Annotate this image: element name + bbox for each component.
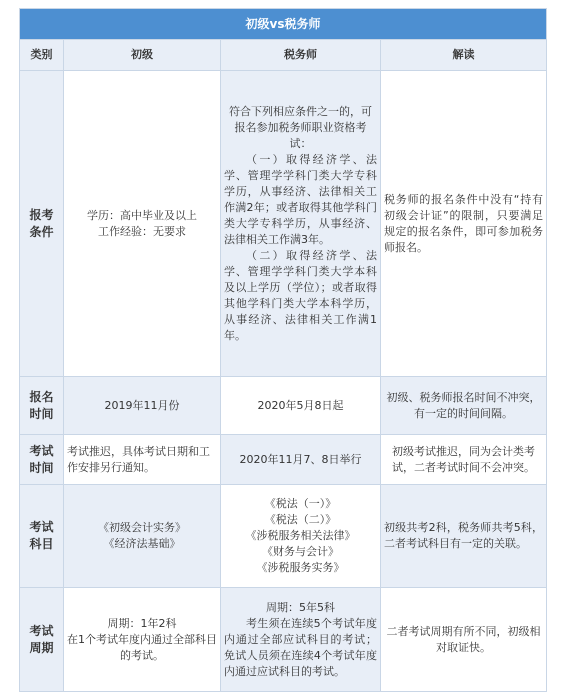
cell-shuiwu: 2020年5月8日起 [221, 377, 381, 435]
cell-chuji: 周期：1年2科 在1个考试年度内通过全部科目的考试。 [64, 588, 221, 692]
header-chuji: 初级 [64, 40, 221, 71]
table-row [20, 485, 547, 588]
row-category: 考试 时间 [20, 435, 64, 485]
cell-chuji: 考试推迟，具体考试日期和工作安排另行通知。 [64, 435, 221, 485]
header-jiedu: 解读 [381, 40, 547, 71]
header-shuiwu: 税务师 [221, 40, 381, 71]
table-row [20, 435, 547, 485]
row-category: 考试 科目 [20, 485, 64, 588]
cell-jiedu: 二者考试周期有所不同，初级相对取证快。 [381, 588, 547, 692]
cell-jiedu: 初级、税务师报名时间不冲突，有一定的时间间隔。 [381, 377, 547, 435]
cell-jiedu: 初级考试推迟，同为会计类考试，二者考试时间不会冲突。 [381, 435, 547, 485]
comparison-table [19, 8, 547, 692]
table-title-row [20, 9, 547, 40]
row-category: 报考 条件 [20, 71, 64, 377]
row-category: 考试 周期 [20, 588, 64, 692]
cell-shuiwu: 2020年11月7、8日举行 [221, 435, 381, 485]
table-row [20, 377, 547, 435]
cell-jiedu: 税务师的报名条件中没有“持有初级会计证”的限制，只要满足规定的报名条件，即可参加税务师报名。 [381, 71, 547, 377]
cell-chuji: 学历：高中毕业及以上 工作经验：无要求 [64, 71, 221, 377]
cell-chuji: 《初级会计实务》 《经济法基础》 [64, 485, 221, 588]
cell-shuiwu: 《税法（一）》 《税法（二）》 《涉税服务相关法律》 《财务与会计》 《涉税服务实务》 [221, 485, 381, 588]
table-title: 初级vs税务师 [20, 9, 547, 40]
header-category: 类别 [20, 40, 64, 71]
row-category: 报名 时间 [20, 377, 64, 435]
cell-shuiwu: 符合下列相应条件之一的，可报名参加税务师职业资格考试： （一）取得经济学、法学、管理学学科门类大学专科学历，从事经济、法律相关工作满2年；或者取得其他学科门类大学专科学历，从事经济、法律相关工作满3年。 （二）取得经济学、法学、管理学学科门类大学本科及以上学历（学位）；或者取得其他学科门类大学本科学历，从事经济、法律相关工作满1年。 [221, 71, 381, 377]
cell-chuji: 2019年11月份 [64, 377, 221, 435]
table-row [20, 71, 547, 377]
cell-shuiwu: 周期：5年5科 考生须在连续5个考试年度内通过全部应试科目的考试；免试人员须在连续4个考试年度内通过应试科目的考试。 [221, 588, 381, 692]
cell-jiedu: 初级共考2科，税务师共考5科，二者考试科目有一定的关联。 [381, 485, 547, 588]
table-header-row [20, 40, 547, 71]
table-row [20, 588, 547, 692]
